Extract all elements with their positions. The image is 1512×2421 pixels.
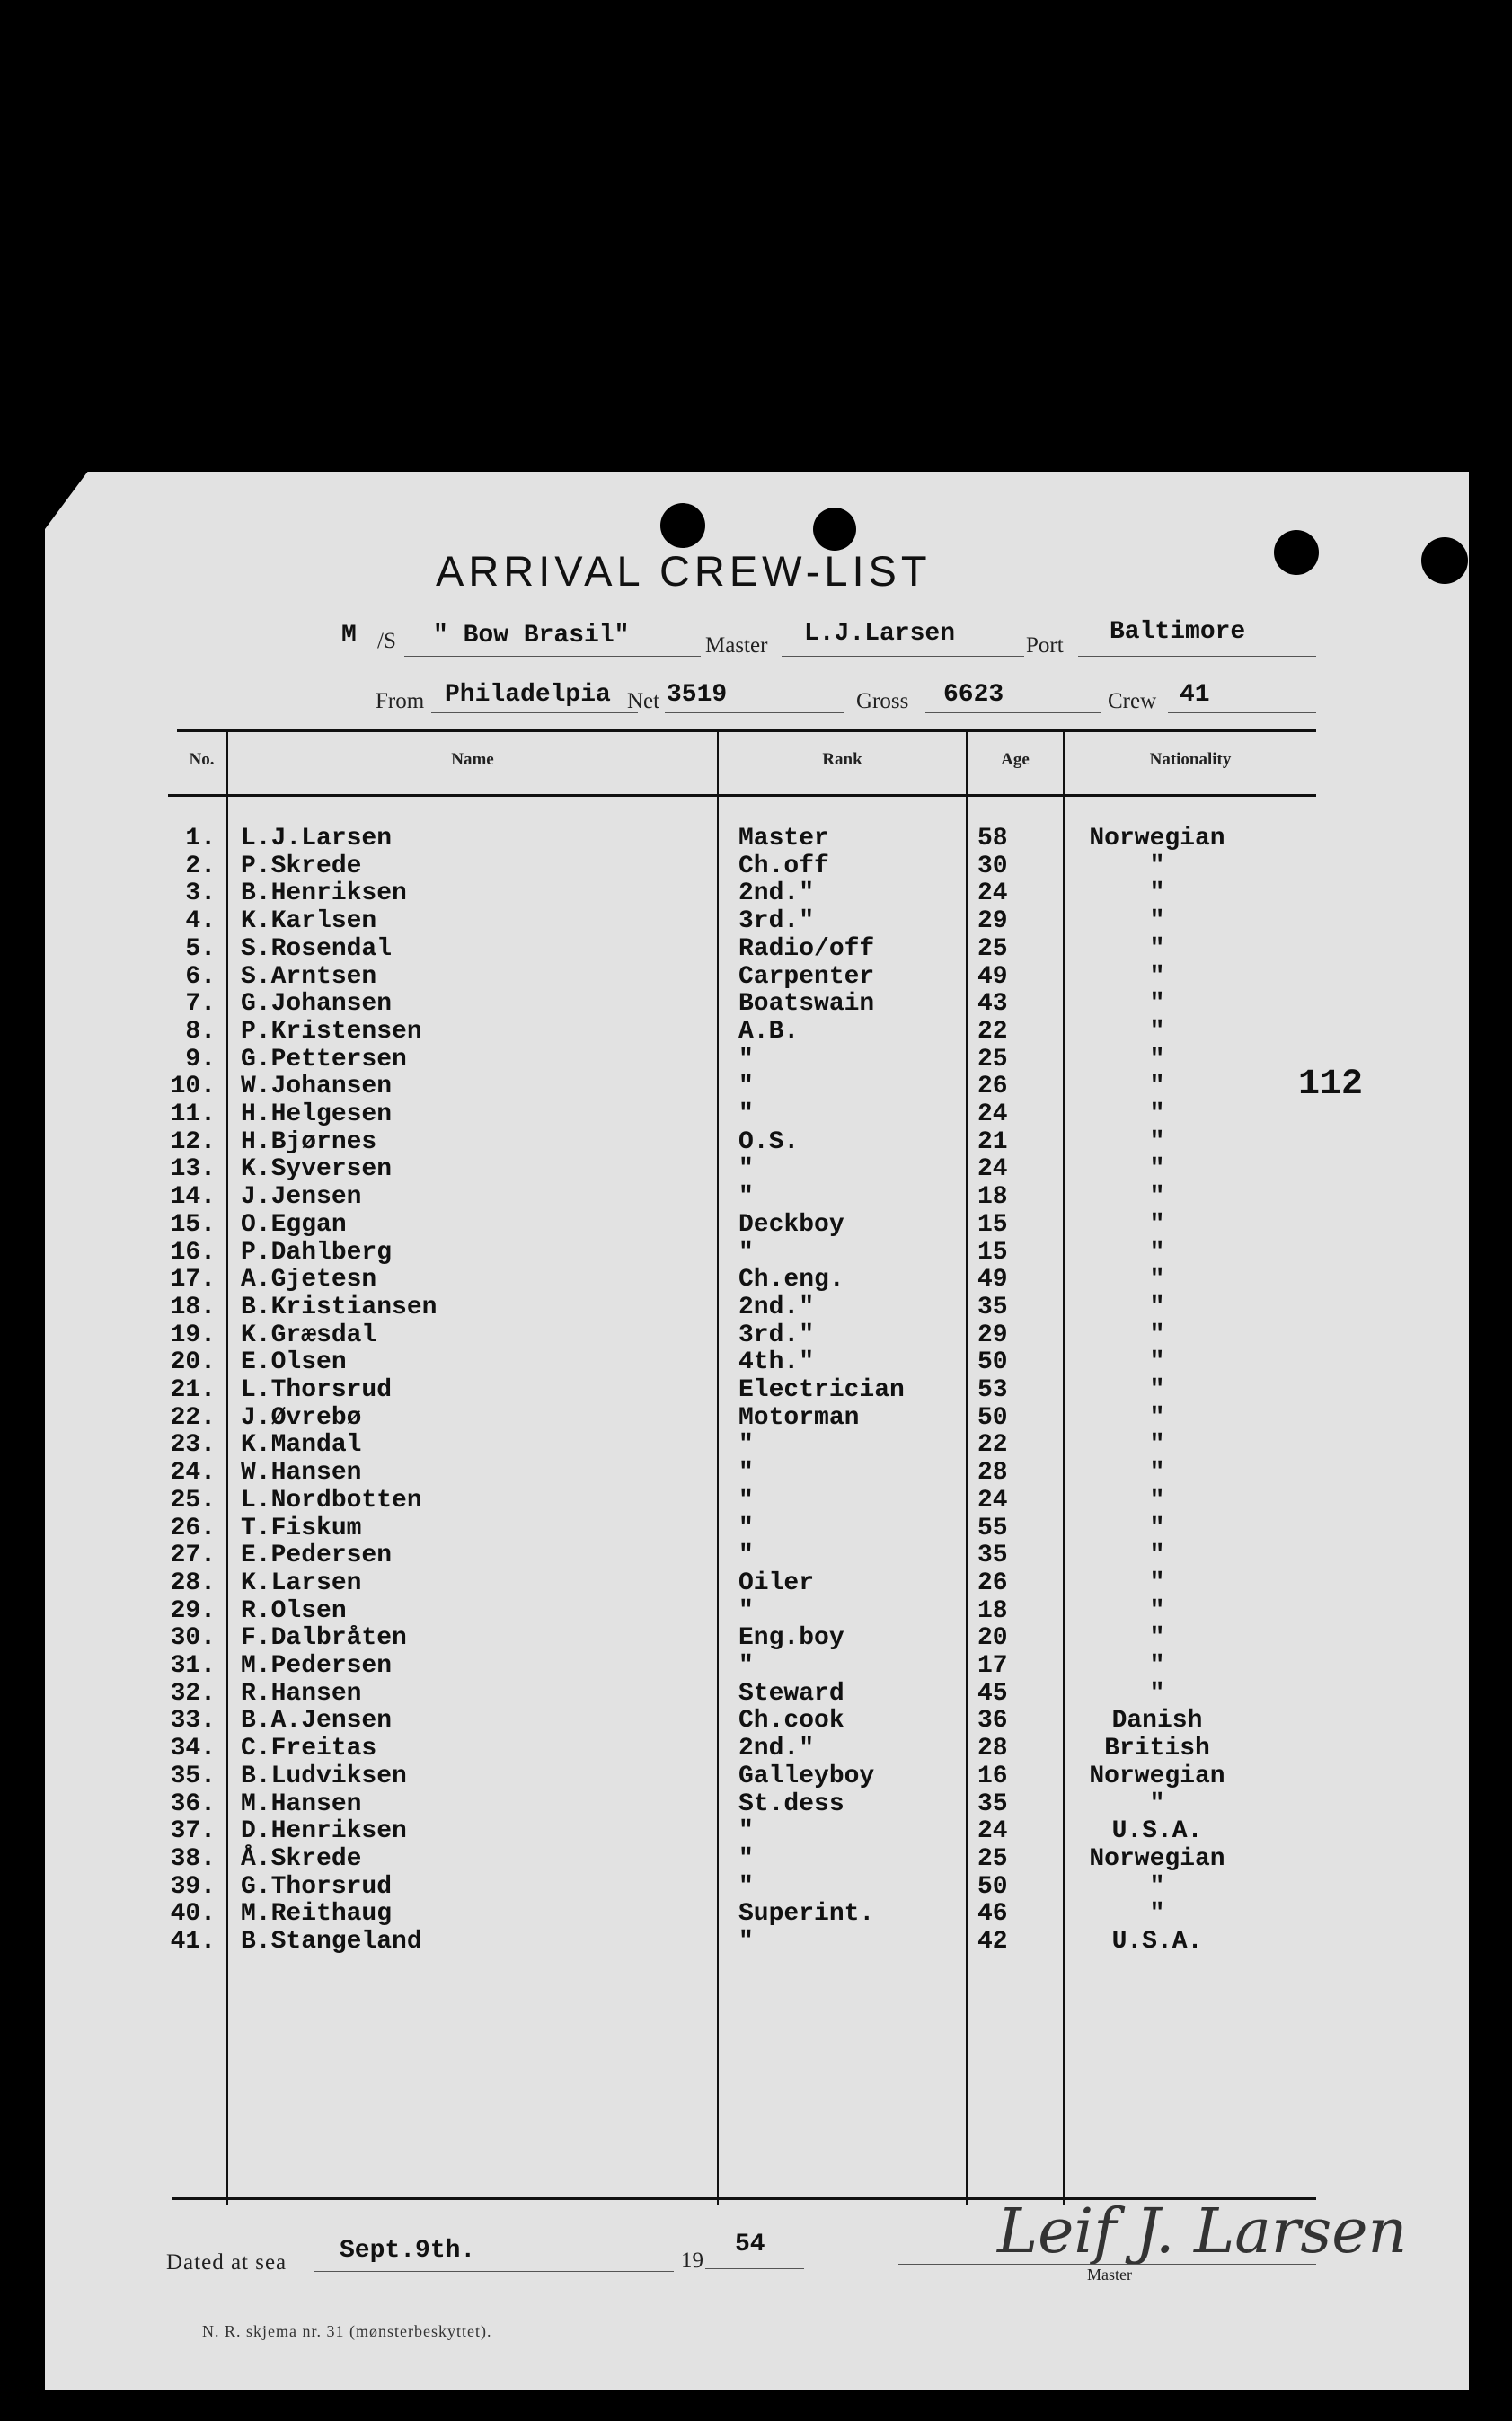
crew-rank: 2nd." <box>738 879 815 907</box>
crew-name: B.Kristiansen <box>241 1294 438 1321</box>
gross-tonnage: 6623 <box>943 681 1004 709</box>
crew-name: P.Skrede <box>241 853 362 880</box>
crew-rank: 2nd." <box>738 1735 815 1763</box>
table-row <box>0 1817 1512 1844</box>
crew-name: K.Karlsen <box>241 907 377 935</box>
crew-nationality: " <box>1149 1018 1165 1046</box>
crew-number: 2. <box>185 853 216 880</box>
crew-nationality: Norwegian <box>1089 825 1225 853</box>
crew-age: 49 <box>977 963 1008 991</box>
crew-age: 28 <box>977 1459 1008 1487</box>
table-row <box>0 1100 1512 1127</box>
table-row <box>0 1652 1512 1679</box>
crew-age: 50 <box>977 1348 1008 1376</box>
crew-name: K.Larsen <box>241 1569 362 1597</box>
crew-nationality: " <box>1149 963 1165 991</box>
crew-nationality: " <box>1149 1294 1165 1321</box>
crew-nationality: " <box>1149 1652 1165 1680</box>
ship-prefix: M <box>341 622 357 649</box>
crew-nationality: " <box>1149 1431 1165 1459</box>
crew-rank: " <box>738 1515 754 1542</box>
from-underline <box>431 712 638 713</box>
signature-underline <box>898 2264 1316 2265</box>
table-row <box>0 1459 1512 1486</box>
crew-rank: " <box>738 1597 754 1625</box>
crew-rank: " <box>738 1155 754 1183</box>
crew-rank: Master <box>738 825 829 853</box>
crew-number: 14. <box>170 1183 216 1211</box>
crew-rank: 4th." <box>738 1348 815 1376</box>
gross-label: Gross <box>856 689 909 713</box>
table-row <box>0 1431 1512 1458</box>
table-row <box>0 1900 1512 1927</box>
punch-hole <box>1421 537 1468 584</box>
crew-rank: " <box>738 1652 754 1680</box>
crew-name: J.Jensen <box>241 1183 362 1211</box>
crew-nationality: " <box>1149 1597 1165 1625</box>
crew-number: 23. <box>170 1431 216 1459</box>
crew-name: R.Olsen <box>241 1597 347 1625</box>
crew-age: 18 <box>977 1183 1008 1211</box>
table-row <box>0 1707 1512 1734</box>
crew-nationality: " <box>1149 1624 1165 1652</box>
table-row <box>0 1680 1512 1707</box>
crew-rank: Steward <box>738 1680 844 1708</box>
crew-name: T.Fiskum <box>241 1515 362 1542</box>
table-row <box>0 990 1512 1017</box>
crew-number: 40. <box>170 1900 216 1928</box>
crew-age: 30 <box>977 853 1008 880</box>
crew-name: B.Henriksen <box>241 879 407 907</box>
crew-name: B.A.Jensen <box>241 1707 393 1735</box>
gross-underline <box>925 712 1101 713</box>
crew-rank: Radio/off <box>738 935 875 963</box>
table-row <box>0 1018 1512 1045</box>
crew-nationality: " <box>1149 853 1165 880</box>
crew-nationality: " <box>1149 1183 1165 1211</box>
crew-age: 35 <box>977 1542 1008 1569</box>
crew-number: 4. <box>185 907 216 935</box>
crew-rank: O.S. <box>738 1128 800 1156</box>
crew-nationality: Norwegian <box>1089 1845 1225 1873</box>
column-header-rank: Rank <box>822 750 862 769</box>
crew-name: Å.Skrede <box>241 1845 362 1873</box>
from-label: From <box>376 689 425 713</box>
crew-rank: " <box>738 1928 754 1956</box>
crew-underline <box>1168 712 1316 713</box>
port-name: Baltimore <box>1110 618 1246 646</box>
crew-name: E.Pedersen <box>241 1542 393 1569</box>
crew-rank: Ch.eng. <box>738 1266 844 1294</box>
crew-rank: " <box>738 1873 754 1901</box>
table-row <box>0 1790 1512 1817</box>
crew-rank: Electrician <box>738 1376 905 1404</box>
table-row <box>0 1321 1512 1348</box>
crew-nationality: " <box>1149 935 1165 963</box>
crew-name: K.Mandal <box>241 1431 362 1459</box>
net-label: Net <box>627 689 660 713</box>
side-number: 112 <box>1298 1065 1364 1105</box>
punch-hole <box>660 503 705 548</box>
table-row <box>0 963 1512 990</box>
table-row <box>0 1928 1512 1955</box>
table-top-rule <box>177 729 1316 732</box>
form-note: N. R. skjema nr. 31 (mønsterbeskyttet). <box>202 2322 492 2340</box>
crew-name: L.J.Larsen <box>241 825 393 853</box>
crew-age: 43 <box>977 990 1008 1018</box>
crew-name: M.Hansen <box>241 1790 362 1818</box>
crew-name: S.Arntsen <box>241 963 377 991</box>
crew-rank: Superint. <box>738 1900 875 1928</box>
table-row <box>0 825 1512 852</box>
column-header-age: Age <box>1001 750 1030 769</box>
ship-label: /S <box>377 629 396 653</box>
crew-number: 32. <box>170 1680 216 1708</box>
crew-name: G.Pettersen <box>241 1046 407 1074</box>
crew-name: E.Olsen <box>241 1348 347 1376</box>
crew-nationality: " <box>1149 1266 1165 1294</box>
crew-rank: Galleyboy <box>738 1763 875 1790</box>
table-row <box>0 1735 1512 1762</box>
crew-age: 55 <box>977 1515 1008 1542</box>
crew-number: 12. <box>170 1128 216 1156</box>
table-row <box>0 1376 1512 1403</box>
crew-name: B.Ludviksen <box>241 1763 407 1790</box>
table-row <box>0 1073 1512 1100</box>
crew-age: 18 <box>977 1597 1008 1625</box>
master-label: Master <box>705 633 768 658</box>
crew-age: 15 <box>977 1211 1008 1239</box>
crew-age: 28 <box>977 1735 1008 1763</box>
crew-number: 8. <box>185 1018 216 1046</box>
crew-number: 29. <box>170 1597 216 1625</box>
crew-age: 17 <box>977 1652 1008 1680</box>
crew-nationality: " <box>1149 1100 1165 1128</box>
crew-nationality: " <box>1149 907 1165 935</box>
crew-name: P.Dahlberg <box>241 1239 393 1267</box>
crew-name: H.Helgesen <box>241 1100 393 1128</box>
table-row <box>0 1404 1512 1431</box>
crew-number: 26. <box>170 1515 216 1542</box>
crew-number: 37. <box>170 1817 216 1845</box>
crew-nationality: " <box>1149 879 1165 907</box>
table-row <box>0 1294 1512 1321</box>
crew-age: 24 <box>977 1487 1008 1515</box>
crew-nationality: " <box>1149 1376 1165 1404</box>
crew-nationality: " <box>1149 990 1165 1018</box>
crew-count: 41 <box>1180 681 1210 709</box>
crew-number: 25. <box>170 1487 216 1515</box>
crew-nationality: " <box>1149 1404 1165 1432</box>
crew-age: 26 <box>977 1073 1008 1100</box>
crew-rank: A.B. <box>738 1018 800 1046</box>
crew-rank: Ch.off <box>738 853 829 880</box>
crew-nationality: " <box>1149 1569 1165 1597</box>
crew-number: 13. <box>170 1155 216 1183</box>
crew-age: 36 <box>977 1707 1008 1735</box>
table-row <box>0 1487 1512 1514</box>
crew-age: 50 <box>977 1873 1008 1901</box>
crew-name: W.Johansen <box>241 1073 393 1100</box>
net-underline <box>665 712 844 713</box>
crew-name: G.Johansen <box>241 990 393 1018</box>
crew-age: 25 <box>977 935 1008 963</box>
table-row <box>0 1597 1512 1624</box>
year-prefix: 19 <box>681 2249 703 2273</box>
crew-name: L.Thorsrud <box>241 1376 393 1404</box>
crew-rank: " <box>738 1239 754 1267</box>
crew-name: M.Reithaug <box>241 1900 393 1928</box>
crew-number: 27. <box>170 1542 216 1569</box>
crew-name: B.Stangeland <box>241 1928 422 1956</box>
crew-name: H.Bjørnes <box>241 1128 377 1156</box>
crew-age: 49 <box>977 1266 1008 1294</box>
crew-age: 21 <box>977 1128 1008 1156</box>
signature-caption: Master <box>1087 2266 1132 2284</box>
crew-age: 16 <box>977 1763 1008 1790</box>
header-bottom-rule <box>168 794 1316 797</box>
crew-nationality: " <box>1149 1900 1165 1928</box>
crew-nationality: U.S.A. <box>1111 1928 1203 1956</box>
crew-age: 35 <box>977 1790 1008 1818</box>
crew-name: K.Græsdal <box>241 1321 377 1349</box>
crew-name: M.Pedersen <box>241 1652 393 1680</box>
crew-nationality: " <box>1149 1321 1165 1349</box>
crew-name: L.Nordbotten <box>241 1487 422 1515</box>
crew-nationality: " <box>1149 1873 1165 1901</box>
crew-age: 45 <box>977 1680 1008 1708</box>
table-row <box>0 1046 1512 1073</box>
crew-number: 3. <box>185 879 216 907</box>
table-row <box>0 1624 1512 1651</box>
crew-rank: " <box>738 1817 754 1845</box>
crew-age: 46 <box>977 1900 1008 1928</box>
crew-nationality: " <box>1149 1515 1165 1542</box>
crew-rank: 2nd." <box>738 1294 815 1321</box>
table-row <box>0 1183 1512 1210</box>
crew-nationality: Danish <box>1111 1707 1203 1735</box>
table-row <box>0 1266 1512 1293</box>
crew-number: 5. <box>185 935 216 963</box>
table-row <box>0 935 1512 962</box>
crew-number: 35. <box>170 1763 216 1790</box>
date-value: Sept.9th. <box>340 2237 476 2265</box>
crew-rank: " <box>738 1100 754 1128</box>
crew-label: Crew <box>1108 689 1157 713</box>
crew-age: 29 <box>977 1321 1008 1349</box>
column-header-name: Name <box>451 750 494 769</box>
table-row <box>0 879 1512 906</box>
crew-rank: Oiler <box>738 1569 815 1597</box>
table-row <box>0 853 1512 879</box>
table-row <box>0 1763 1512 1789</box>
crew-number: 9. <box>185 1046 216 1074</box>
crew-rank: St.dess <box>738 1790 844 1818</box>
crew-number: 28. <box>170 1569 216 1597</box>
crew-name: S.Rosendal <box>241 935 393 963</box>
crew-nationality: " <box>1149 1155 1165 1183</box>
crew-nationality: British <box>1104 1735 1210 1763</box>
punch-hole <box>813 508 856 551</box>
crew-age: 42 <box>977 1928 1008 1956</box>
table-row <box>0 1569 1512 1596</box>
crew-age: 29 <box>977 907 1008 935</box>
crew-name: A.Gjetesn <box>241 1266 377 1294</box>
crew-rank: " <box>738 1073 754 1100</box>
table-row <box>0 1515 1512 1542</box>
ship-underline <box>404 656 701 657</box>
crew-number: 30. <box>170 1624 216 1652</box>
table-row <box>0 1348 1512 1375</box>
crew-nationality: " <box>1149 1542 1165 1569</box>
crew-nationality: " <box>1149 1348 1165 1376</box>
date-underline <box>314 2271 674 2272</box>
crew-rank: " <box>738 1845 754 1873</box>
ship-name: " Bow Brasil" <box>433 622 630 649</box>
crew-number: 22. <box>170 1404 216 1432</box>
crew-age: 24 <box>977 1100 1008 1128</box>
crew-rank: 3rd." <box>738 1321 815 1349</box>
master-name: L.J.Larsen <box>804 620 956 648</box>
crew-name: R.Hansen <box>241 1680 362 1708</box>
dated-label: Dated at sea <box>166 2250 287 2275</box>
crew-name: D.Henriksen <box>241 1817 407 1845</box>
crew-number: 21. <box>170 1376 216 1404</box>
crew-rank: " <box>738 1487 754 1515</box>
crew-number: 19. <box>170 1321 216 1349</box>
crew-number: 11. <box>170 1100 216 1128</box>
crew-age: 25 <box>977 1046 1008 1074</box>
crew-age: 58 <box>977 825 1008 853</box>
punch-hole <box>1274 530 1319 575</box>
master-signature: Leif J. Larsen <box>997 2196 1408 2267</box>
crew-rank: " <box>738 1183 754 1211</box>
crew-nationality: " <box>1149 1211 1165 1239</box>
year-underline <box>705 2268 804 2269</box>
crew-age: 15 <box>977 1239 1008 1267</box>
crew-age: 26 <box>977 1569 1008 1597</box>
crew-name: K.Syversen <box>241 1155 393 1183</box>
crew-rank: Boatswain <box>738 990 875 1018</box>
crew-age: 24 <box>977 879 1008 907</box>
port-label: Port <box>1026 633 1064 658</box>
crew-nationality: Norwegian <box>1089 1763 1225 1790</box>
crew-age: 20 <box>977 1624 1008 1652</box>
crew-nationality: " <box>1149 1046 1165 1074</box>
crew-name: C.Freitas <box>241 1735 377 1763</box>
crew-number: 39. <box>170 1873 216 1901</box>
crew-name: P.Kristensen <box>241 1018 422 1046</box>
crew-name: J.Øvrebø <box>241 1404 362 1432</box>
crew-rank: Motorman <box>738 1404 860 1432</box>
crew-number: 33. <box>170 1707 216 1735</box>
crew-number: 6. <box>185 963 216 991</box>
table-row <box>0 1155 1512 1182</box>
crew-rank: " <box>738 1046 754 1074</box>
from-port: Philadelpia <box>445 681 611 709</box>
crew-nationality: " <box>1149 1128 1165 1156</box>
crew-rank: " <box>738 1542 754 1569</box>
crew-age: 50 <box>977 1404 1008 1432</box>
crew-nationality: " <box>1149 1790 1165 1818</box>
crew-number: 24. <box>170 1459 216 1487</box>
crew-nationality: " <box>1149 1487 1165 1515</box>
crew-rank: Deckboy <box>738 1211 844 1239</box>
crew-rank: 3rd." <box>738 907 815 935</box>
crew-number: 41. <box>170 1928 216 1956</box>
crew-age: 35 <box>977 1294 1008 1321</box>
table-row <box>0 1239 1512 1266</box>
crew-rank: Eng.boy <box>738 1624 844 1652</box>
crew-age: 25 <box>977 1845 1008 1873</box>
crew-number: 18. <box>170 1294 216 1321</box>
crew-name: W.Hansen <box>241 1459 362 1487</box>
crew-rank: Ch.cook <box>738 1707 844 1735</box>
crew-age: 24 <box>977 1817 1008 1845</box>
crew-nationality: " <box>1149 1239 1165 1267</box>
table-row <box>0 907 1512 934</box>
crew-rank: Carpenter <box>738 963 875 991</box>
master-underline <box>782 656 1024 657</box>
table-row <box>0 1211 1512 1238</box>
column-header-no: No. <box>189 750 215 769</box>
column-header-nationality: Nationality <box>1149 750 1232 769</box>
crew-nationality: " <box>1149 1459 1165 1487</box>
crew-name: G.Thorsrud <box>241 1873 393 1901</box>
crew-number: 36. <box>170 1790 216 1818</box>
crew-rank: " <box>738 1459 754 1487</box>
crew-nationality: " <box>1149 1680 1165 1708</box>
crew-age: 22 <box>977 1018 1008 1046</box>
crew-number: 17. <box>170 1266 216 1294</box>
table-row <box>0 1873 1512 1900</box>
crew-number: 15. <box>170 1211 216 1239</box>
crew-name: F.Dalbråten <box>241 1624 407 1652</box>
port-underline <box>1078 656 1316 657</box>
crew-number: 20. <box>170 1348 216 1376</box>
crew-nationality: U.S.A. <box>1111 1817 1203 1845</box>
crew-number: 7. <box>185 990 216 1018</box>
crew-number: 10. <box>170 1073 216 1100</box>
crew-number: 16. <box>170 1239 216 1267</box>
crew-age: 24 <box>977 1155 1008 1183</box>
crew-age: 53 <box>977 1376 1008 1404</box>
table-row <box>0 1128 1512 1155</box>
crew-name: O.Eggan <box>241 1211 347 1239</box>
crew-number: 34. <box>170 1735 216 1763</box>
crew-number: 38. <box>170 1845 216 1873</box>
crew-number: 1. <box>185 825 216 853</box>
crew-number: 31. <box>170 1652 216 1680</box>
crew-rank: " <box>738 1431 754 1459</box>
net-tonnage: 3519 <box>667 681 728 709</box>
table-row <box>0 1542 1512 1568</box>
year-value: 54 <box>735 2231 765 2258</box>
crew-nationality: " <box>1149 1073 1165 1100</box>
table-row <box>0 1845 1512 1872</box>
crew-age: 22 <box>977 1431 1008 1459</box>
form-title: ARRIVAL CREW-LIST <box>436 547 932 595</box>
